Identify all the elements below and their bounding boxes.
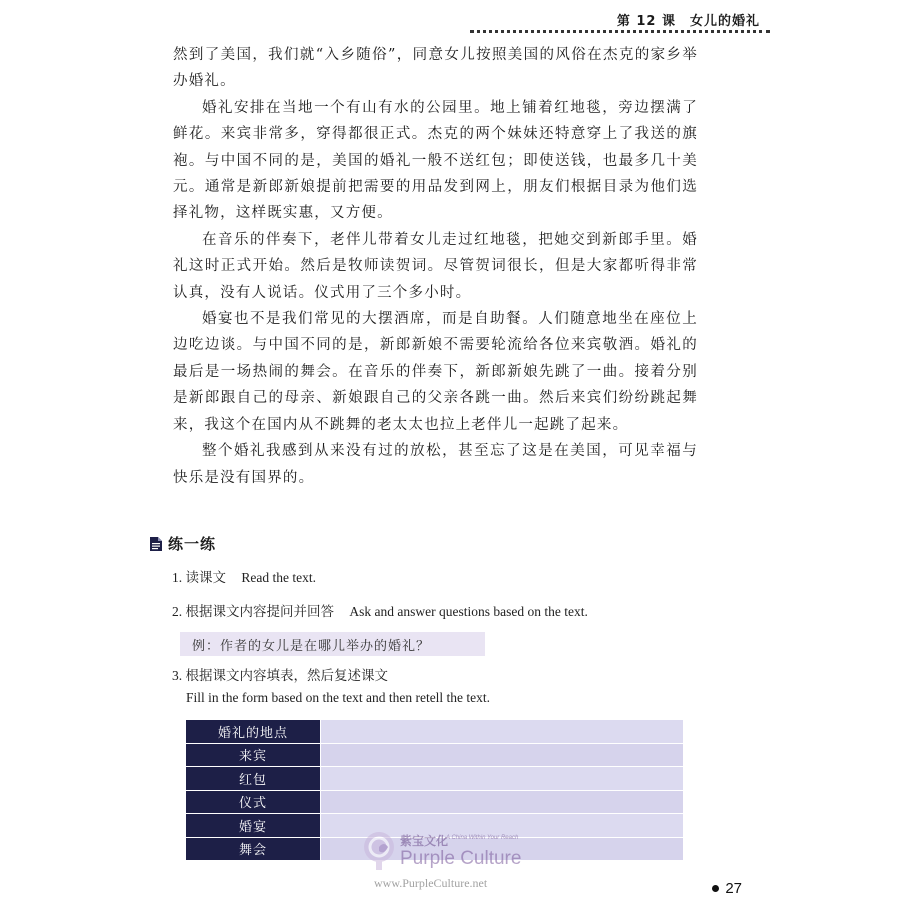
watermark-tagline: A China Within Your Reach xyxy=(446,835,519,841)
exercise-number: 2. xyxy=(172,604,183,619)
bullet-dot-icon xyxy=(712,885,719,892)
exercise-instruction-cn: 根据课文内容填表，然后复述课文 xyxy=(185,668,388,683)
watermark-cn: 紫宝文化 xyxy=(400,834,449,848)
header-dotted-rule xyxy=(470,30,770,33)
example-box xyxy=(180,632,485,656)
paragraph: 然到了美国，我们就“入乡随俗”，同意女儿按照美国的风俗在杰克的家乡举办婚礼。 xyxy=(173,47,698,90)
exercise-instruction-en: Read the text. xyxy=(241,570,316,585)
page-number xyxy=(712,880,742,897)
form-answer-cell[interactable] xyxy=(321,767,684,791)
form-row-label: 舞会 xyxy=(186,837,321,861)
exercise-3-english: Fill in the form based on the text and then retell the text. xyxy=(186,690,491,705)
lesson-title: 第 12 课 女儿的婚礼 xyxy=(616,14,760,29)
exercise-number: 1. xyxy=(172,570,183,585)
form-row-label: 婚礼的地点 xyxy=(186,720,321,743)
running-header xyxy=(470,10,770,36)
form-row xyxy=(186,767,683,791)
document-icon xyxy=(150,537,162,551)
watermark-url: www.PurpleCulture.net xyxy=(374,876,488,890)
exercise-1 xyxy=(172,566,316,586)
exercise-3 xyxy=(172,664,388,684)
watermark xyxy=(360,828,560,892)
lesson-text xyxy=(173,42,698,491)
paragraph: 在音乐的伴奏下，老伴儿带着女儿走过红地毯，把她交到新郎手里。婚礼这时正式开始。然后是牧师读贺词。尽管贺词很长，但是大家都听得非常认真，没有人说话。仪式用了三个多小时。 xyxy=(173,231,698,301)
form-row-label: 来宾 xyxy=(186,743,321,767)
form-row-label: 红包 xyxy=(186,767,321,791)
form-row xyxy=(186,720,683,743)
exercise-2 xyxy=(172,600,588,620)
form-answer-cell[interactable] xyxy=(321,790,684,814)
watermark-brand: Purple Culture xyxy=(400,848,522,869)
paragraph: 婚礼安排在当地一个有山有水的公园里。地上铺着红地毯，旁边摆满了鲜花。来宾非常多，穿得都很正式。杰克的两个妹妹还特意穿上了我送的旗袍。与中国不同的是，美国的婚礼一般不送红包；即使送钱，也最多几十美元。通常是新郎新娘提前把需要的用品发到网上，朋友们根据目录为他们选择礼物，这样既实惠，又方便。 xyxy=(173,99,698,222)
practice-title: 练一练 xyxy=(168,535,217,553)
form-answer-cell[interactable] xyxy=(321,720,684,743)
paragraph: 整个婚礼我感到从来没有过的放松，甚至忘了这是在美国，可见幸福与快乐是没有国界的。 xyxy=(173,443,698,486)
paragraph: 婚宴也不是我们常见的大摆酒席，而是自助餐。人们随意地坐在座位上边吃边谈。与中国不同的是，新郎新娘不需要轮流给各位来宾敬酒。婚礼的最后是一场热闹的舞会。在音乐的伴奏下，新郎新娘先跳了一曲。接着分别是新郎跟自己的母亲、新娘跟自己的父亲各跳一曲。然后来宾们纷纷跳起舞来，我这个在国内从不跳舞的老太太也拉上老伴儿一起跳了起来。 xyxy=(173,311,698,433)
page-number-value: 27 xyxy=(725,880,742,897)
form-row-label: 仪式 xyxy=(186,790,321,814)
purple-culture-logo-icon xyxy=(362,830,396,876)
exercise-instruction-cn: 根据课文内容提问并回答 xyxy=(185,604,334,619)
exercise-instruction-en: Ask and answer questions based on the text. xyxy=(349,604,588,619)
example-question: 例：作者的女儿是在哪儿举办的婚礼？ xyxy=(192,639,431,654)
exercise-number: 3. xyxy=(172,668,183,683)
form-row xyxy=(186,743,683,767)
practice-section-heading xyxy=(150,533,216,554)
form-answer-cell[interactable] xyxy=(321,743,684,767)
form-row-label: 婚宴 xyxy=(186,814,321,838)
form-row xyxy=(186,790,683,814)
exercise-instruction-cn: 读课文 xyxy=(185,570,226,585)
